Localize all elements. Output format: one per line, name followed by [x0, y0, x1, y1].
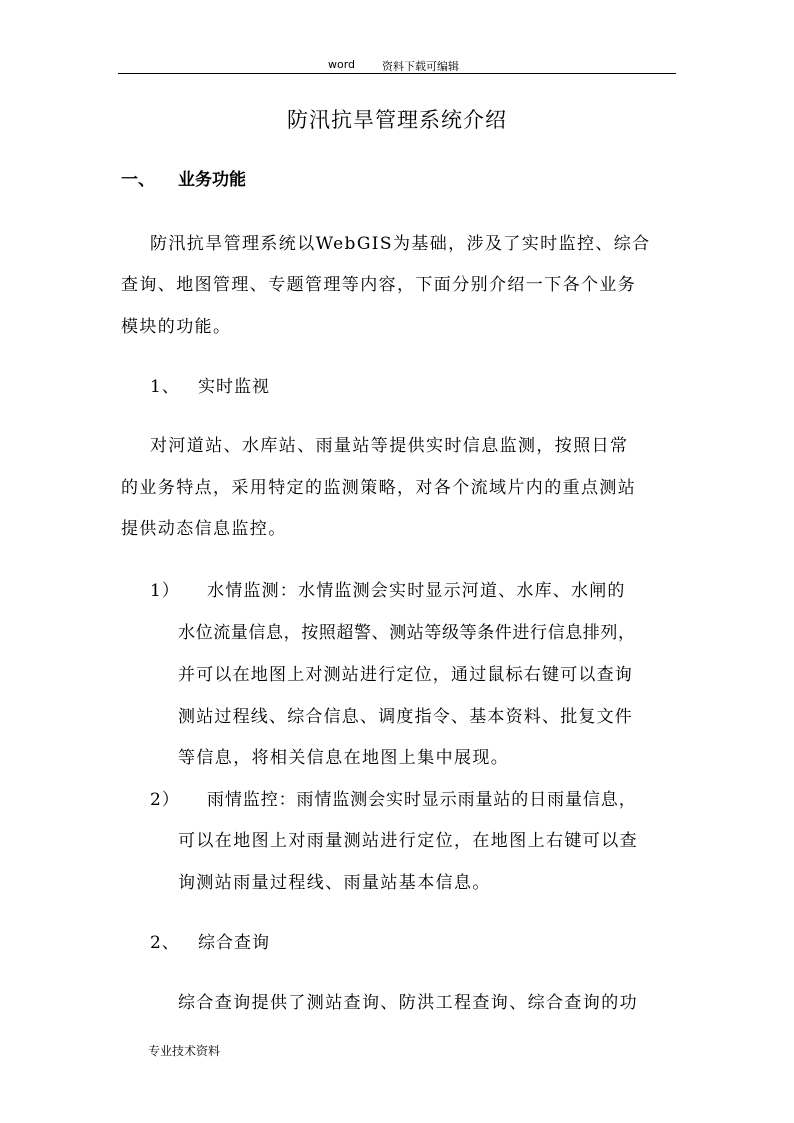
header-left: word [328, 58, 356, 71]
subsection-heading: 实时监视 [198, 377, 270, 397]
list-number: 2） [150, 790, 180, 810]
list-number: 1） [150, 581, 180, 601]
list-line: 水位流量信息，按照超警、测站等级等条件进行信息排列， [178, 623, 636, 643]
list-line: 雨情监控：雨情监测会实时显示雨量站的日雨量信息， [207, 790, 637, 810]
list-line: 询测站雨量过程线、雨量站基本信息。 [178, 873, 491, 893]
footer-text: 专业技术资料 [148, 1044, 221, 1058]
section-heading: 业务功能 [178, 170, 246, 190]
paragraph-line: 对河道站、水库站、雨量站等提供实时信息监测，按照日常 [150, 436, 629, 456]
list-line: 测站过程线、综合信息、调度指令、基本资料、批复文件 [178, 707, 633, 727]
paragraph-line: 模块的功能。 [121, 317, 232, 337]
paragraph-line: 提供动态信息监控。 [121, 519, 287, 539]
paragraph-line: 综合查询提供了测站查询、防洪工程查询、综合查询的功 [178, 993, 638, 1013]
subsection-number: 1、 [150, 377, 180, 397]
paragraph-line: 的业务特点，采用特定的监测策略，对各个流域片内的重点测站 [121, 478, 637, 498]
paragraph-line: 查询、地图管理、专题管理等内容，下面分别介绍一下各个业务 [121, 275, 637, 295]
subsection-heading: 综合查询 [198, 933, 270, 953]
document-title: 防汛抗旱管理系统介绍 [287, 108, 507, 132]
list-line: 等信息，将相关信息在地图上集中展现。 [178, 748, 510, 768]
paragraph-line: 防汛抗旱管理系统以WebGIS为基础，涉及了实时监控、综合 [150, 234, 651, 254]
subsection-number: 2、 [150, 933, 180, 953]
list-line: 水情监测：水情监测会实时显示河道、水库、水闸的 [207, 581, 626, 601]
header-rule [118, 73, 676, 74]
list-line: 可以在地图上对雨量测站进行定位，在地图上右键可以查 [178, 831, 638, 851]
section-number: 一、 [121, 170, 155, 190]
header-right: 资料下载可编辑 [382, 60, 459, 73]
list-line: 并可以在地图上对测站进行定位，通过鼠标右键可以查询 [178, 665, 633, 685]
